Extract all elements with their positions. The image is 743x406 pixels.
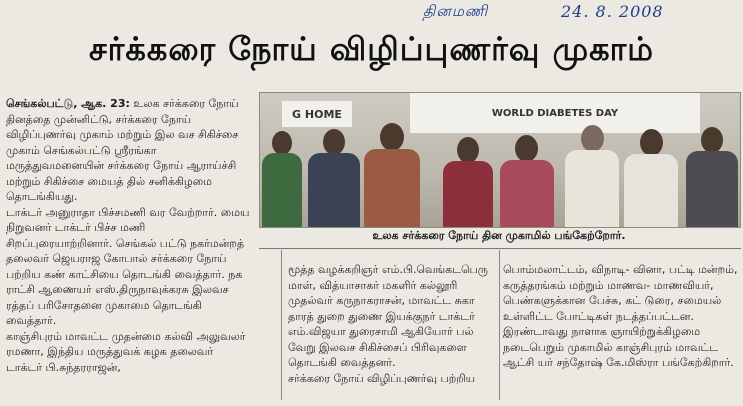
- divider: [499, 250, 500, 400]
- person-figure: [565, 125, 619, 227]
- article-column-2: [288, 262, 496, 386]
- handwritten-date-note: 24. 8. 2008: [561, 2, 664, 21]
- handwritten-source-note: தினமணி: [423, 2, 489, 20]
- article-column-1: [6, 96, 250, 375]
- photo-banner-left: G HOME: [282, 101, 352, 127]
- article-paragraph: சர்க்கரை நோய் விழிப்புணர்வு பற்றிய: [288, 371, 476, 385]
- person-figure: [443, 137, 493, 227]
- article-paragraph: டாக்டர் அனுராதா பிச்சமணி வர வேற்றார். மைய நிறுவனர் டாக்டர் பிச்ச மணி சிறப்புரையாற்றினார். செங்கல் பட்டு நகர்மன்றத் தலைவர் ஜெயராஜ கோபால் சர்க்கரை நோய் பற்றிய கண் காட்சியை தொடங்கி வைத்தார். நக ராட்சி ஆணையர் எஸ்.திருநாவுக்கரசு இலவச ரத்தப் பரிசோதனை முகாமை தொடங்கி வைத்தார்.: [6, 205, 250, 327]
- person-figure: [262, 131, 302, 227]
- article-paragraph: பொம்மலாட்டம், விநாடி- வினா, பட்டி மன்றம், கருத்தரங்கம் மற்றும் மாணவ- மாணவியர், பெண்களுக்கான பேச்சு, கட் டுரை, சமையல் உள்ளிட்ட போட்டிகள் நடத்தப்பட்டன. இரண்டாவது நாளாக ஞாயிற்றுக்கிழமை நடைபெறும் முகாமில் காஞ்சிபுரம் மாவட்ட ஆட்சி யர் சந்தோஷ் கே.மிஸ்ரா பங்கேற்கிறார்.: [503, 263, 738, 369]
- person-figure: [364, 123, 420, 227]
- divider: [281, 250, 282, 400]
- person-figure: [624, 129, 678, 227]
- article-paragraph: [6, 96, 250, 205]
- person-figure: [308, 129, 360, 227]
- photo-caption: உலக சர்க்கரை நோய் தின முகாமில் பங்கேற்றோர்.: [372, 229, 626, 242]
- person-figure: [686, 127, 738, 227]
- event-photo: [259, 92, 741, 228]
- paragraph-text: உலக சர்க்கரை நோய் தினத்தை முன்னிட்டு, சர்க்கரை நோய் விழிப்புணர்வு முகாம் மற்றும் இல வச சிகிச்சை முகாம் செங்கல்பட்டு ஸ்ரீரங்கா மருத்துவமனையின் சர்க்கரை நோய் ஆராய்ச்சி மற்றும் சிகிச்சை மையத் தில் சனிக்கிழமை தொடங்கியது.: [6, 97, 239, 203]
- headline: சர்க்கரை நோய் விழிப்புணர்வு முகாம்: [88, 30, 655, 68]
- divider: [259, 248, 741, 249]
- photo-banner-right: WORLD DIABETES DAY: [410, 93, 700, 133]
- article-paragraph: மூத்த வழக்கறிஞர் எம்.பி.வெங்கடபெரு மாள், வித்யாசாகர் மகளிர் கல்லூரி முதல்வர் கருநாகராசன், மாவட்ட சுகா தாரத் துறை துணை இயக்குநர் டாக்டர் எம்.விஜயா துரைசாமி ஆகியோர் பல் வேறு இலவச சிகிச்சைப் பிரிவுகளை தொடங்கி வைத்தனர்.: [288, 263, 488, 369]
- person-figure: [500, 135, 554, 227]
- article-paragraph: காஞ்சிபுரம் மாவட்ட முதன்மை கல்வி அலுவலர் ரமணா, இந்திய மருத்துவக் கழக தலைவர் டாக்டர் பி.சுந்தரராஜன்,: [6, 329, 246, 374]
- dateline: செங்கல்பட்டு, ஆக. 23:: [6, 97, 130, 110]
- article-column-3: [503, 262, 738, 371]
